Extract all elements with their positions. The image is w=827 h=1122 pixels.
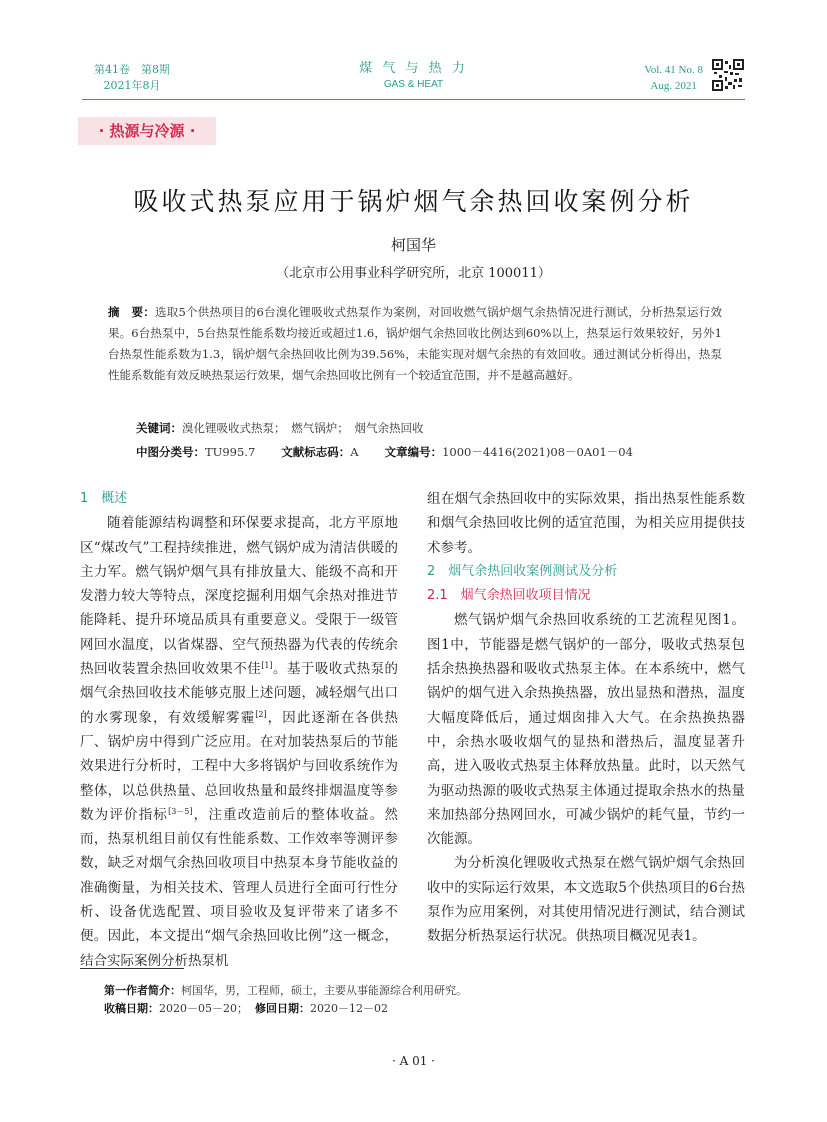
author-footnote-label: 第一作者简介： [104,984,181,997]
date-cn: 2021年8月 [103,79,161,92]
paragraph-text: ，因此逐渐在各供热厂、锅炉房中得到广泛应用。在对加装热泵后的节能效果进行分析时，工程中大多将锅炉与回收系统作为整体，以总供热量、总回收热量和最终排烟温度等参数为评价指标 [80,709,399,823]
paragraph-text: 随着能源结构调整和环保要求提高，北方平原地区“煤改气”工程持续推进，燃气锅炉成为清洁供暖的主力军。燃气锅炉烟气具有排放量大、能级不高和开发潜力较大等特点，深度挖掘利用烟气余热对推进节能降耗、提升环境品质具有重要意义。受限于一级管网回水温度，以省煤器、空气预热器为代表的传统余热回收装置余热回收效果不佳 [80,515,398,678]
author: 柯国华 [390,236,436,254]
section-1-paragraph-continued: 组在烟气余热回收中的实际效果，指出热泵性能系数和烟气余热回收比例的适宜范围，为相关应用提供技术参考。 [427,491,745,556]
paper-title: 吸收式热泵应用于锅炉烟气余热回收案例分析 [133,187,694,216]
revised-value: 2020－12－02 [310,1002,388,1015]
journal-name-cn: 煤 气 与 热 力 [359,61,468,76]
article-number-label: 文章编号： [384,445,443,459]
citation: [3－5] [168,806,193,816]
abstract [108,302,722,386]
paragraph-text: ，注重改造前后的整体收益。然而，热泵机组目前仅有性能系数、工作效率等测评参数，缺乏对烟气余热回收项目中热泵本身节能收益的准确衡量，为相关技术、管理人员进行全面可行性分析、设备优选配置、项目验收及复评带来了诸多不便。因此，本文提出“烟气余热回收比例”这一概念，结合实际案例分析热泵机 [80,806,399,969]
section-tag: · 热源与冷源 · [78,117,216,145]
section-2-1-paragraph-1: 燃气锅炉烟气余热回收系统的工艺流程见图1。图1中，节能器是燃气锅炉的一部分，吸收式热泵包括余热换热器和吸收式热泵主体。在本系统中，燃气锅炉的烟气进入余热换热器，放出显热和潜热，温度大幅度降低后，通过烟囱排入大气。在余热换热器中，余热水吸收烟气的显热和潜热后，温度显著升高，进入吸收式热泵主体释放热量。此时，以天然气为驱动热源的吸收式热泵主体通过提取余热水的热量来加热部分热网回水，可减少锅炉的耗气量，节约一次能源。 [427,612,745,848]
header-rule [82,99,745,100]
footnote-rule [80,968,184,969]
abstract-text: 选取5个供热项目的6台溴化锂吸收式热泵作为案例，对回收燃气锅炉烟气余热情况进行测试，分析热泵运行效果。6台热泵中，5台热泵性能系数均接近或超过1.6，锅炉烟气余热回收比例达到60%以上，热泵运行效果较好，另外1台热泵性能系数为1.3，锅炉烟气余热回收比例为39.56%，未能实现对烟气余热的有效回收。通过测试分析得出，热泵性能系数能有效反映热泵运行效果，烟气余热回收比例有一个较适宜范围，并不是越高越好。 [108,305,722,382]
received-value: 2020－05－20； [159,1002,248,1015]
doc-code-value: A [350,445,359,459]
section-2-1-paragraph-2: 为分析溴化锂吸收式热泵在燃气锅炉烟气余热回收中的实际运行效果，本文选取5个供热项目的6台热泵作为应用案例，对其使用情况进行测试，结合测试数据分析热泵运行状况。供热项目概况见表1。 [427,855,745,945]
paragraph-text: 。基于吸收式热泵的烟气余热回收技术能够克服上述问题，减轻烟气出口的水雾现象，有效缓解雾霾 [80,661,399,726]
journal-name-en: GAS & HEAT [383,79,444,90]
qr-code-icon [712,59,744,91]
section-2-1-heading: 2.1 烟气余热回收项目情况 [427,588,591,604]
header-right [644,62,703,94]
article-number-value: 1000－4416(2021)08－0A01－04 [442,445,633,459]
volume-issue-cn: 第41卷 第8期 [94,63,170,76]
section-1-paragraph [80,511,398,973]
author-footnote [104,982,467,1000]
clc-value: TU995.7 [205,445,256,459]
clc-label: 中图分类号： [136,445,205,459]
section-2-heading: 2 烟气余热回收案例测试及分析 [427,563,618,579]
keywords [136,418,424,438]
body-right-column [427,487,745,949]
author-footnote-text: 柯国华，男，工程师，硕士，主要从事能源综合利用研究。 [181,984,467,997]
body-left-column [80,487,398,973]
received-label: 收稿日期： [104,1002,159,1015]
abstract-label: 摘 要： [108,305,155,319]
dates-footnote [104,1000,388,1018]
affiliation: （北京市公用事业科学研究所，北京 100011） [276,266,551,281]
date-en: Aug. 2021 [650,80,697,92]
classification [136,442,633,462]
keywords-text: 溴化锂吸收式热泵； 燃气锅炉； 烟气余热回收 [182,421,424,435]
citation: [1] [261,661,273,671]
citation: [2] [255,709,267,719]
section-1-heading: 1 概述 [80,491,128,506]
keywords-label: 关键词： [136,421,182,435]
doc-code-label: 文献标志码： [281,445,351,459]
revised-label: 修回日期： [255,1002,310,1015]
page-number: · A 01 · [391,1054,435,1068]
volume-issue-en: Vol. 41 No. 8 [644,64,703,76]
